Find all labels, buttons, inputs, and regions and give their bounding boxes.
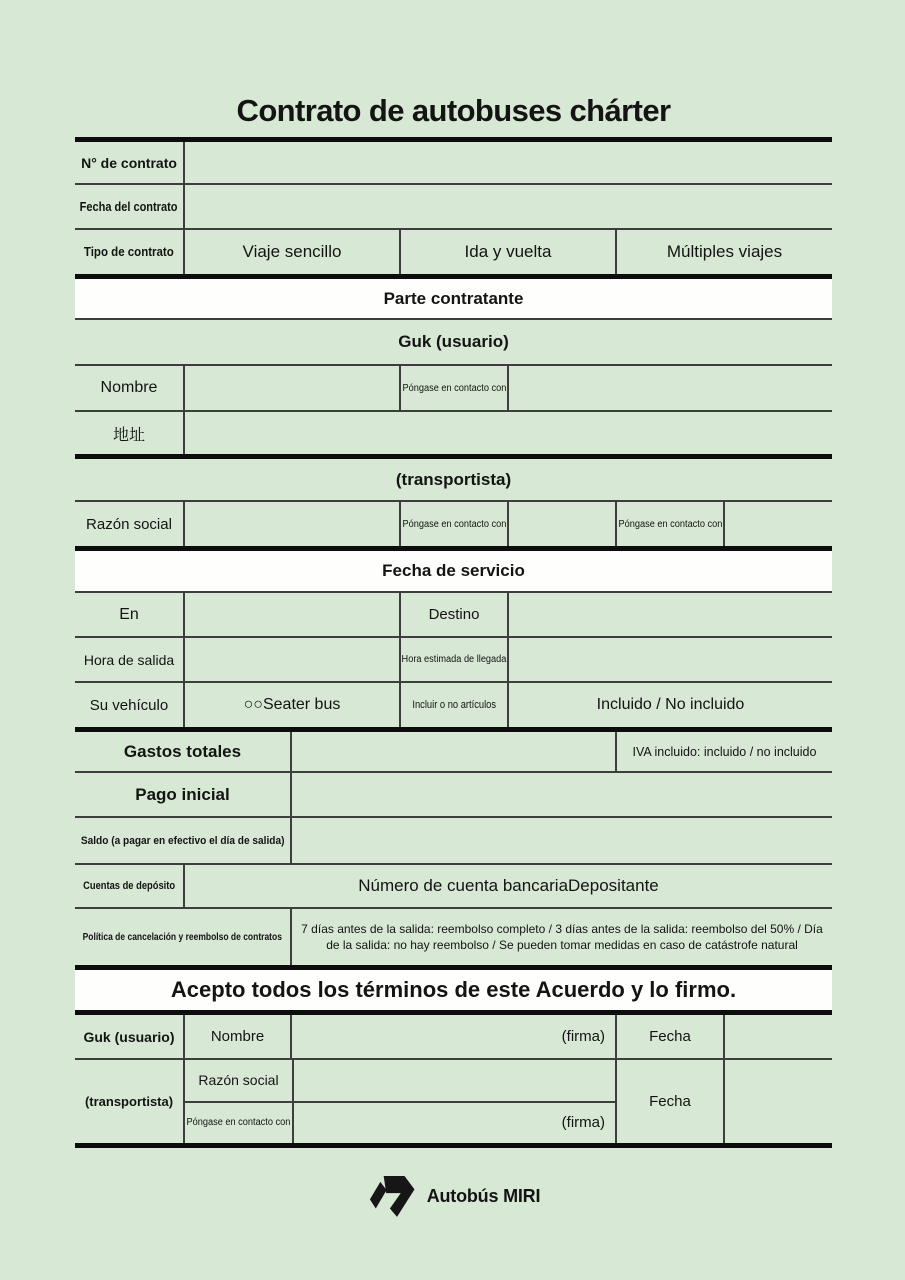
- contract-date-label: Fecha del contrato: [80, 199, 178, 214]
- contract-type-option-round-trip: Ida y vuelta: [399, 230, 615, 274]
- items-label: Incluir o no artículos: [399, 683, 507, 727]
- initial-payment-row: [75, 771, 832, 816]
- balance-value-cell: [290, 818, 832, 863]
- balance-row: [75, 816, 832, 863]
- signature-carrier-label: (transportista): [84, 1094, 174, 1109]
- vat-note: IVA incluido: incluido / no incluido: [615, 732, 832, 771]
- signature-user-sign-cell: (firma): [290, 1015, 615, 1058]
- user-signature-row: [75, 1015, 832, 1058]
- cancellation-policy-label: Política de cancelación y reembolso de contratos: [82, 931, 283, 943]
- initial-payment-label: Pago inicial: [135, 784, 230, 804]
- departure-time-label: Hora de salida: [83, 651, 175, 668]
- user-name-value-cell: [183, 366, 399, 410]
- total-expenses-value-cell: [290, 732, 615, 771]
- balance-label: Saldo (a pagar en efectivo el día de salida): [80, 834, 285, 847]
- user-contact-value-cell: [507, 366, 832, 410]
- route-row: [75, 591, 832, 636]
- cancellation-policy-row: [75, 907, 832, 965]
- schedule-row: [75, 636, 832, 681]
- cancellation-policy-text: 7 días antes de la salida: reembolso completo / 3 días antes de la salida: reembolso del 50% / Día de la salida: no hay reembolso / Se pueden tomar medidas en caso de catástrofe natural: [290, 909, 832, 965]
- arrival-time-label: Hora estimada de llegada: [399, 638, 507, 681]
- contract-type-label: Tipo de contrato: [84, 245, 174, 259]
- contracting-party-banner-label: Parte contratante: [383, 288, 524, 308]
- service-date-banner-label: Fecha de servicio: [382, 561, 525, 580]
- contract-number-row: [75, 137, 832, 183]
- vehicle-value: ○○Seater bus: [183, 683, 399, 727]
- items-value: Incluido / No incluido: [507, 683, 832, 727]
- carrier-contact-value-cell: [507, 502, 615, 546]
- signature-carrier-contact-subrow: [185, 1103, 615, 1144]
- signature-carrier-date-value-cell: [723, 1060, 832, 1143]
- signature-carrier-company-subrow: [185, 1060, 615, 1103]
- agreement-banner: [75, 965, 832, 1015]
- signature-carrier-sign-cell: (firma): [292, 1103, 615, 1144]
- contracting-party-banner: [75, 274, 832, 318]
- miri-bus-logo-icon: [367, 1171, 417, 1221]
- user-address-label: 地址: [112, 426, 145, 444]
- contract-table: [75, 137, 832, 1148]
- carrier-section-header-row: [75, 454, 832, 500]
- carrier-signature-row: [75, 1058, 832, 1148]
- signature-carrier-contact-label: Póngase en contacto con: [186, 1117, 291, 1129]
- user-contact-label: Póngase en contacto con: [399, 366, 507, 410]
- contract-number-value-cell: [183, 142, 832, 183]
- vehicle-label: Su vehículo: [89, 696, 169, 714]
- footer-logo: [75, 1166, 832, 1226]
- user-section-header: Guk (usuario): [398, 332, 509, 351]
- signature-carrier-company-label: Razón social: [198, 1072, 279, 1089]
- contract-date-value-cell: [183, 185, 832, 228]
- signature-carrier-middle: [183, 1060, 615, 1143]
- destination-label: Destino: [399, 593, 507, 636]
- origin-label: En: [119, 605, 139, 623]
- origin-value-cell: [183, 593, 399, 636]
- departure-time-value-cell: [183, 638, 399, 681]
- signature-user-date-value-cell: [723, 1015, 832, 1058]
- signature-carrier-date-label: Fecha: [615, 1060, 723, 1143]
- user-name-row: [75, 364, 832, 410]
- contract-sheet: [75, 0, 832, 1226]
- user-name-label: Nombre: [100, 379, 158, 396]
- signature-carrier-company-value-cell: [292, 1060, 615, 1101]
- deposit-account-value: Número de cuenta bancariaDepositante: [183, 865, 832, 907]
- total-expenses-label: Gastos totales: [123, 741, 242, 761]
- deposit-account-label: Cuentas de depósito: [83, 880, 175, 892]
- carrier-company-row: [75, 500, 832, 546]
- user-address-row: [75, 410, 832, 454]
- carrier-contact2-label: Póngase en contacto con: [615, 502, 723, 546]
- destination-value-cell: [507, 593, 832, 636]
- service-date-banner: [75, 546, 832, 591]
- signature-user-name-label: Nombre: [183, 1015, 290, 1058]
- signature-user-date-label: Fecha: [615, 1015, 723, 1058]
- carrier-company-label: Razón social: [86, 515, 172, 533]
- user-section-header-row: [75, 318, 832, 364]
- carrier-section-header: (transportista): [395, 469, 512, 489]
- carrier-company-value-cell: [183, 502, 399, 546]
- user-address-value-cell: [183, 412, 832, 454]
- footer-logo-text: Autobús MIRI: [426, 1185, 541, 1206]
- contract-type-option-multiple: Múltiples viajes: [615, 230, 832, 274]
- contract-number-label: N° de contrato: [81, 154, 177, 171]
- contract-date-row: [75, 183, 832, 228]
- vehicle-row: [75, 681, 832, 727]
- deposit-account-row: [75, 863, 832, 907]
- initial-payment-value-cell: [290, 773, 832, 816]
- contract-type-option-one-way: Viaje sencillo: [183, 230, 399, 274]
- carrier-contact2-value-cell: [723, 502, 832, 546]
- total-expenses-row: [75, 727, 832, 771]
- page-title: Contrato de autobuses chárter: [236, 92, 671, 128]
- arrival-time-value-cell: [507, 638, 832, 681]
- agreement-banner-label: Acepto todos los términos de este Acuerdo y lo firmo.: [170, 977, 737, 1002]
- contract-type-row: [75, 228, 832, 274]
- signature-user-label: Guk (usuario): [83, 1028, 175, 1045]
- carrier-contact-label: Póngase en contacto con: [399, 502, 507, 546]
